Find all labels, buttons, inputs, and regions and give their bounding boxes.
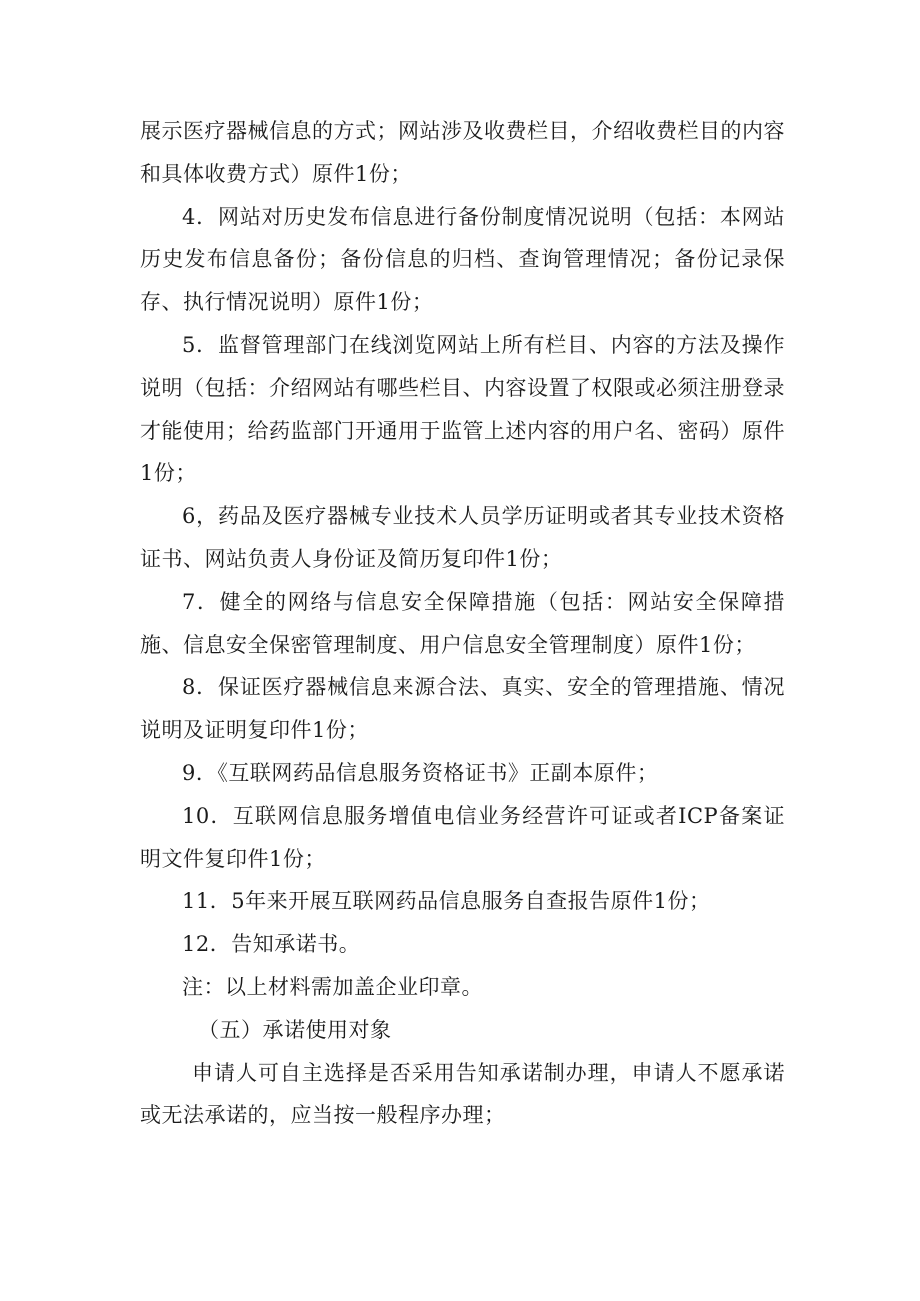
section-heading: （五）承诺使用对象 bbox=[198, 1017, 392, 1042]
paragraph-item-6: 6，药品及医疗器械专业技术人员学历证明或者其专业技术资格证书、网站负责人身份证及简历复印件1份； bbox=[140, 504, 785, 571]
paragraph-continuation: 展示医疗器械信息的方式；网站涉及收费栏目，介绍收费栏目的内容和具体收费方式）原件1份； bbox=[140, 119, 785, 186]
paragraph-applicant: 申请人可自主选择是否采用告知承诺制办理，申请人不愿承诺或无法承诺的，应当按一般程序办理； bbox=[140, 1060, 785, 1128]
document-body bbox=[140, 110, 785, 1137]
paragraph-item-9: 9．《互联网药品信息服务资格证书》正副本原件； bbox=[182, 760, 659, 785]
paragraph-item-7: 7．健全的网络与信息安全保障措施（包括：网站安全保障措施、信息安全保密管理制度、用户信息安全管理制度）原件1份； bbox=[140, 589, 785, 657]
paragraph-item-12: 12．告知承诺书。 bbox=[182, 932, 361, 957]
paragraph-note: 注：以上材料需加盖企业印章。 bbox=[182, 974, 483, 999]
paragraph-item-11: 11．5年来开展互联网药品信息服务自查报告原件1份； bbox=[182, 889, 711, 914]
paragraph-item-8: 8．保证医疗器械信息来源合法、真实、安全的管理措施、情况说明及证明复印件1份； bbox=[140, 675, 785, 743]
paragraph-item-5: 5．监督管理部门在线浏览网站上所有栏目、内容的方法及操作说明（包括：介绍网站有哪些栏目、内容设置了权限或必须注册登录才能使用；给药监部门开通用于监管上述内容的用户名、密码）原件1份； bbox=[140, 332, 785, 486]
paragraph-item-10: 10．互联网信息服务增值电信业务经营许可证或者ICP备案证明文件复印件1份； bbox=[140, 803, 785, 871]
paragraph-item-4: 4．网站对历史发布信息进行备份制度情况说明（包括：本网站历史发布信息备份；备份信息的归档、查询管理情况；备份记录保存、执行情况说明）原件1份； bbox=[140, 204, 785, 315]
